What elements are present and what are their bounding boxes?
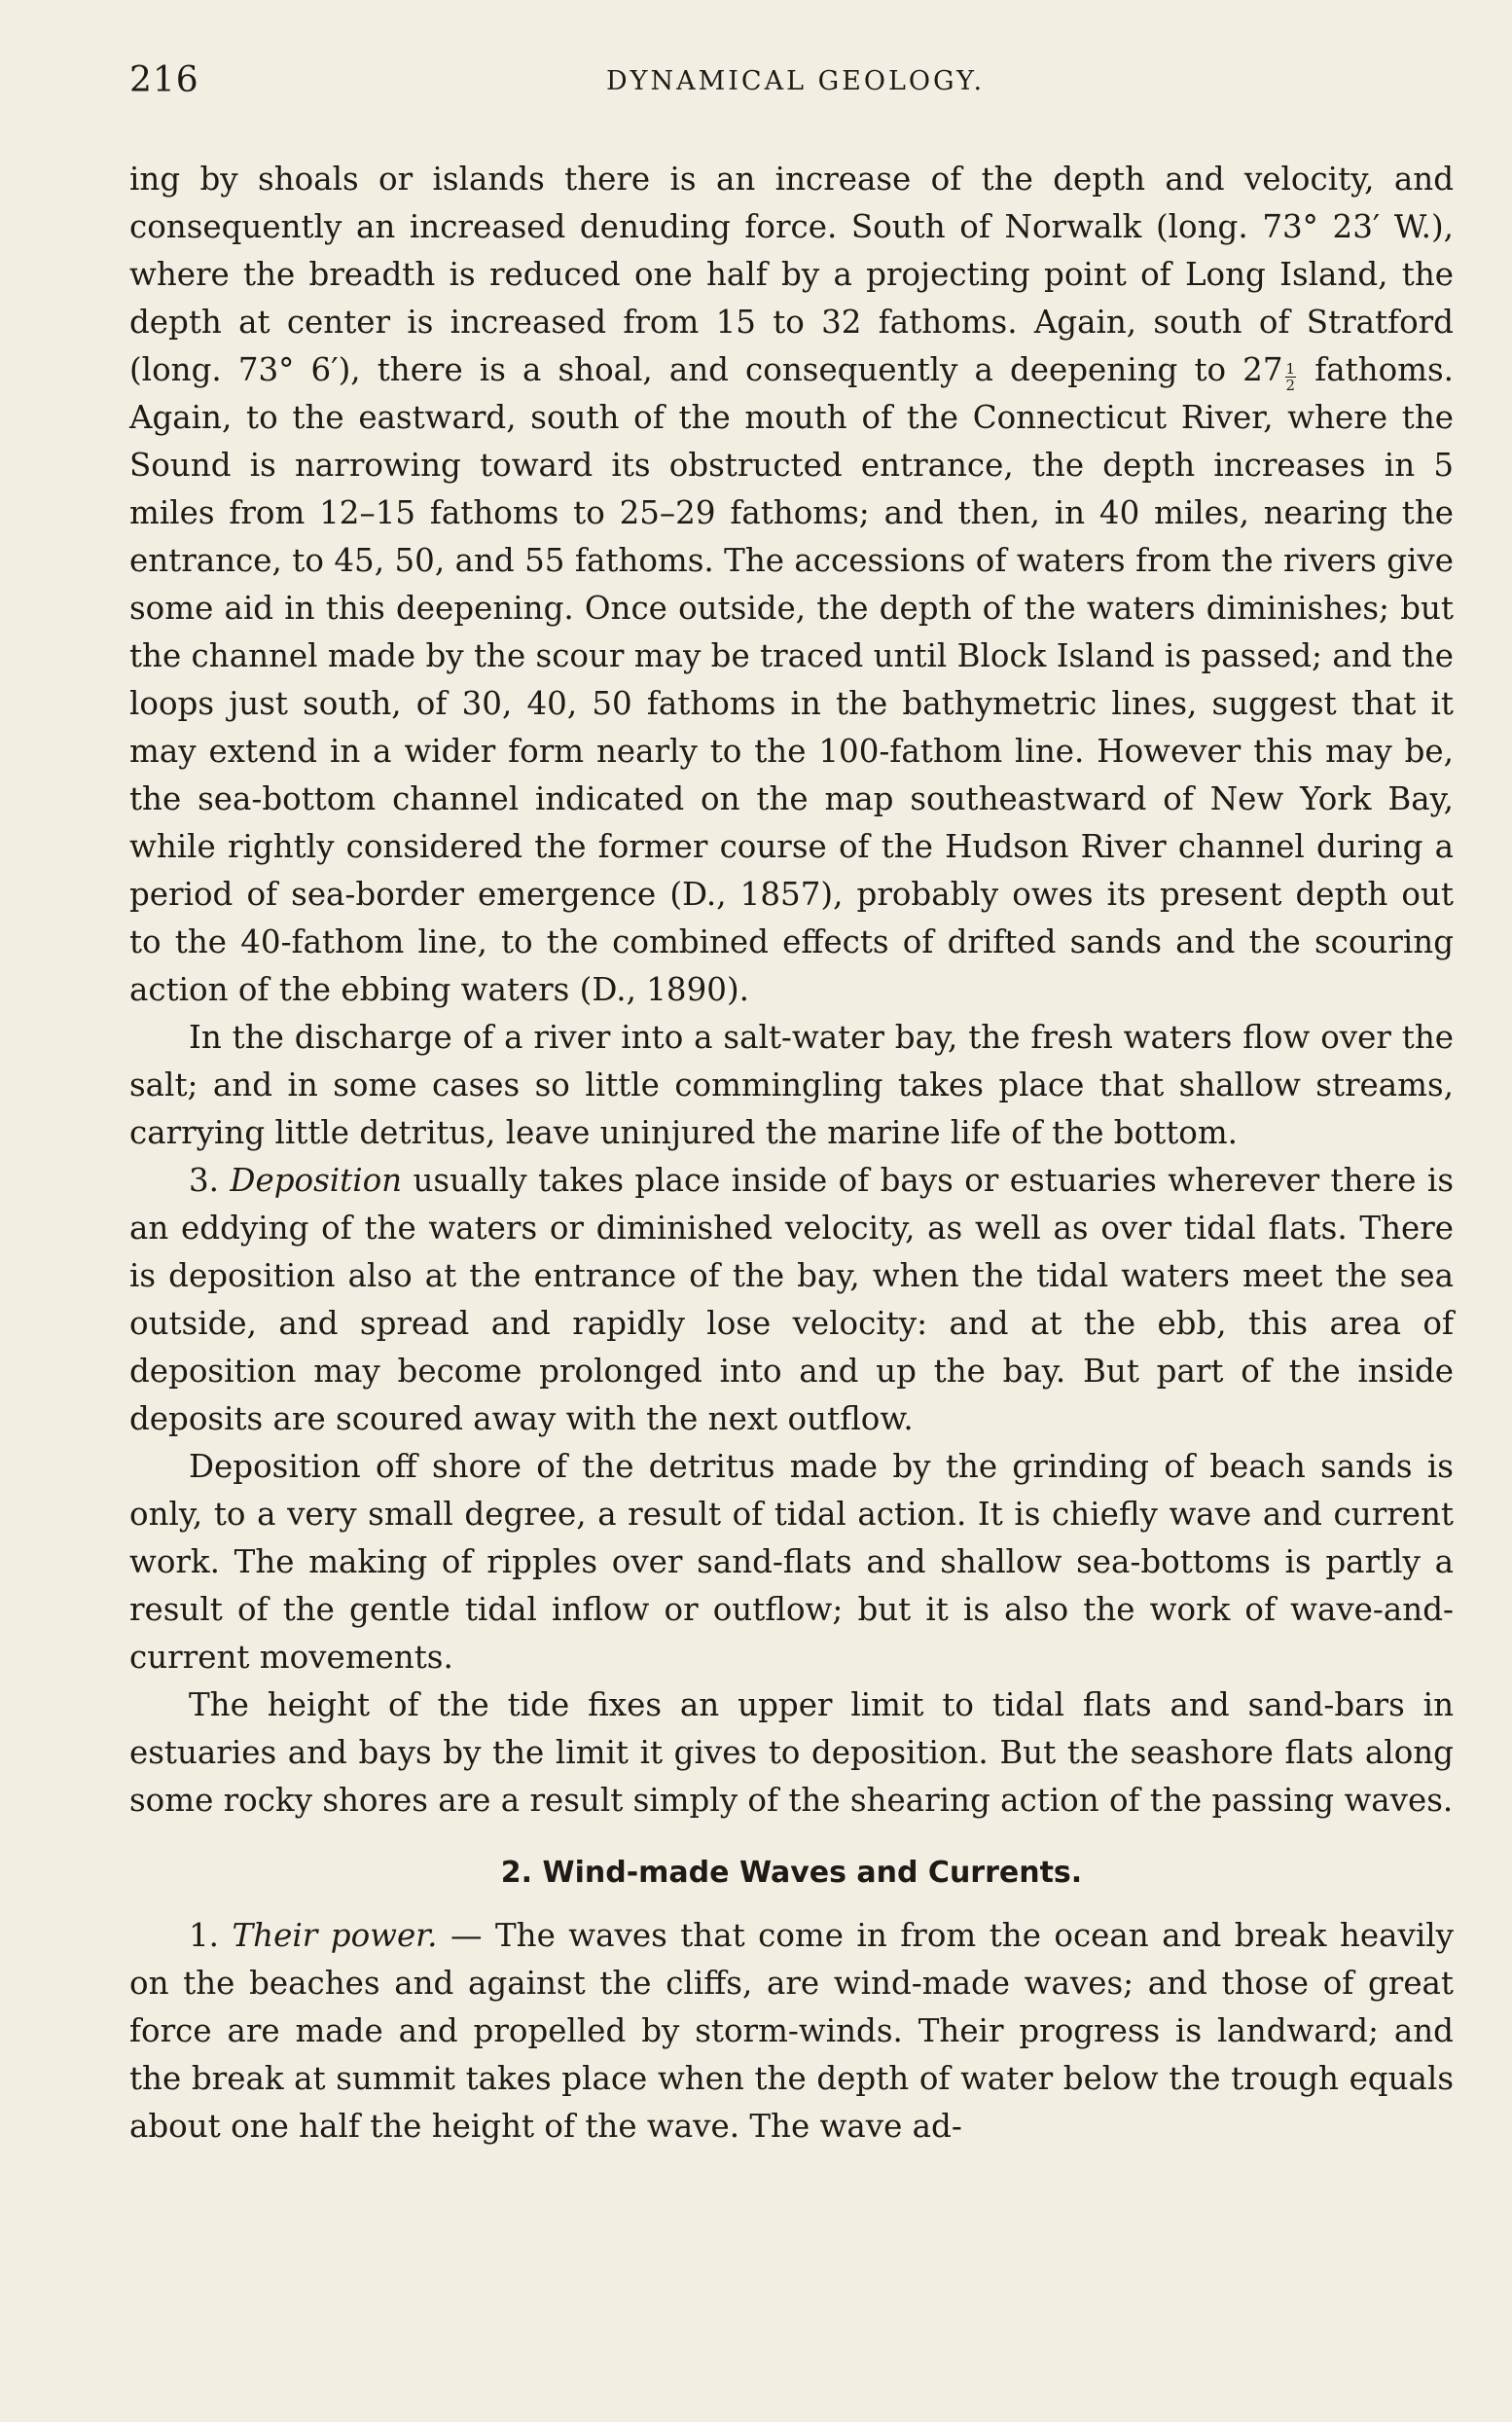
section-heading: 2. Wind-made Waves and Currents. — [500, 1856, 1083, 1890]
paragraph-text: — The waves that come in from the ocean and break heavily on the beaches and against the cliffs, are wind-made waves; and those of great force are made and propelled by storm-winds. Their progress is landward; and the break at summit takes place when the depth of water below the trough equals about one half the height of the wave. The wave ad- — [129, 1917, 1454, 2145]
paragraph-offshore-deposition: Deposition off shore of the detritus made by the grinding of beach sands is only, to a very small degree, a result of tidal action. It is chiefly wave and current work. The making of ripples over sand-flats and shallow sea-bottoms is partly a result of the gentle tidal inflow or outflow; but it is also the work of wave-and-current movements. — [129, 1448, 1454, 1676]
paragraph-fresh-water: In the discharge of a river into a salt-water bay, the fresh waters flow over the salt; and in some cases so little commingling takes place that shallow streams, carrying little detritus, leave uninjured the marine life of the bottom. — [129, 1019, 1454, 1151]
fraction-one-half — [1285, 361, 1297, 393]
paragraph-tidal-scour — [129, 156, 1454, 1014]
paragraph-wave-power — [129, 1912, 1454, 2151]
running-title: DYNAMICAL GEOLOGY. — [606, 66, 986, 96]
item-number: 3. — [189, 1162, 231, 1199]
body-text — [129, 156, 1463, 2151]
italic-term: Deposition — [230, 1162, 403, 1199]
paragraph-text: ing by shoals or islands there is an increase of the depth and velocity, and consequently an increased denuding force. South of Norwalk (long. 73° 23′ W.), where the breadth is reduced one half by a projecting point of Long Island, the depth at center is increased from 15 to 32 fathoms. Again, south of Stratford (long. 73° 6′), there is a shoal, and consequently a deepening to 27 — [129, 161, 1454, 388]
running-head — [129, 60, 1463, 115]
page-number: 216 — [129, 60, 199, 100]
fraction-numerator: 1 — [1285, 360, 1296, 378]
paragraph-text: fathoms. Again, to the eastward, south of the mouth of the Connecticut River, where the Sound is narrowing toward its obstructed entrance, the depth increases in 5 miles from 12–15 fathoms to 25–29 fathoms; and then, in 40 miles, nearing the entrance, to 45, 50, and 55 fathoms. The accessions of waters from the rivers give some aid in this deepening. Once outside, the depth of the waters diminishes; but the channel made by the scour may be traced until Block Island is passed; and the loops just south, of 30, 40, 50 fathoms in the bathymetric lines, suggest that it may extend in a wider form nearly to the 100-fathom line. However this may be, the sea-bottom channel indicated on the map southeastward of New York Bay, while rightly considered the former course of the Hudson River channel during a period of sea-border emergence (D., 1857), probably owes its present depth out to the 40-fathom line, to the combined effects of drifted sands and the scouring action of the ebbing waters (D., 1890). — [129, 351, 1454, 1008]
paragraph-text: usually takes place inside of bays or estuaries wherever there is an eddying of the waters or diminished velocity, as well as over tidal flats. There is deposition also at the entrance of the bay, when the tidal waters meet the sea outside, and spread and rapidly lose velocity: and at the ebb, this area of deposition may become prolonged into and up the bay. But part of the inside deposits are scoured away with the next outflow. — [129, 1162, 1454, 1437]
paragraph-tide-height: The height of the tide fixes an upper limit to tidal flats and sand-bars in estuaries and bays by the limit it gives to deposition. But the seashore flats along some rocky shores are a result simply of the shearing action of the passing waves. — [129, 1686, 1454, 1819]
item-number: 1. — [189, 1917, 233, 1954]
paragraph-deposition — [129, 1157, 1454, 1443]
fraction-denominator: 2 — [1285, 377, 1296, 394]
italic-term: Their power. — [232, 1917, 438, 1954]
